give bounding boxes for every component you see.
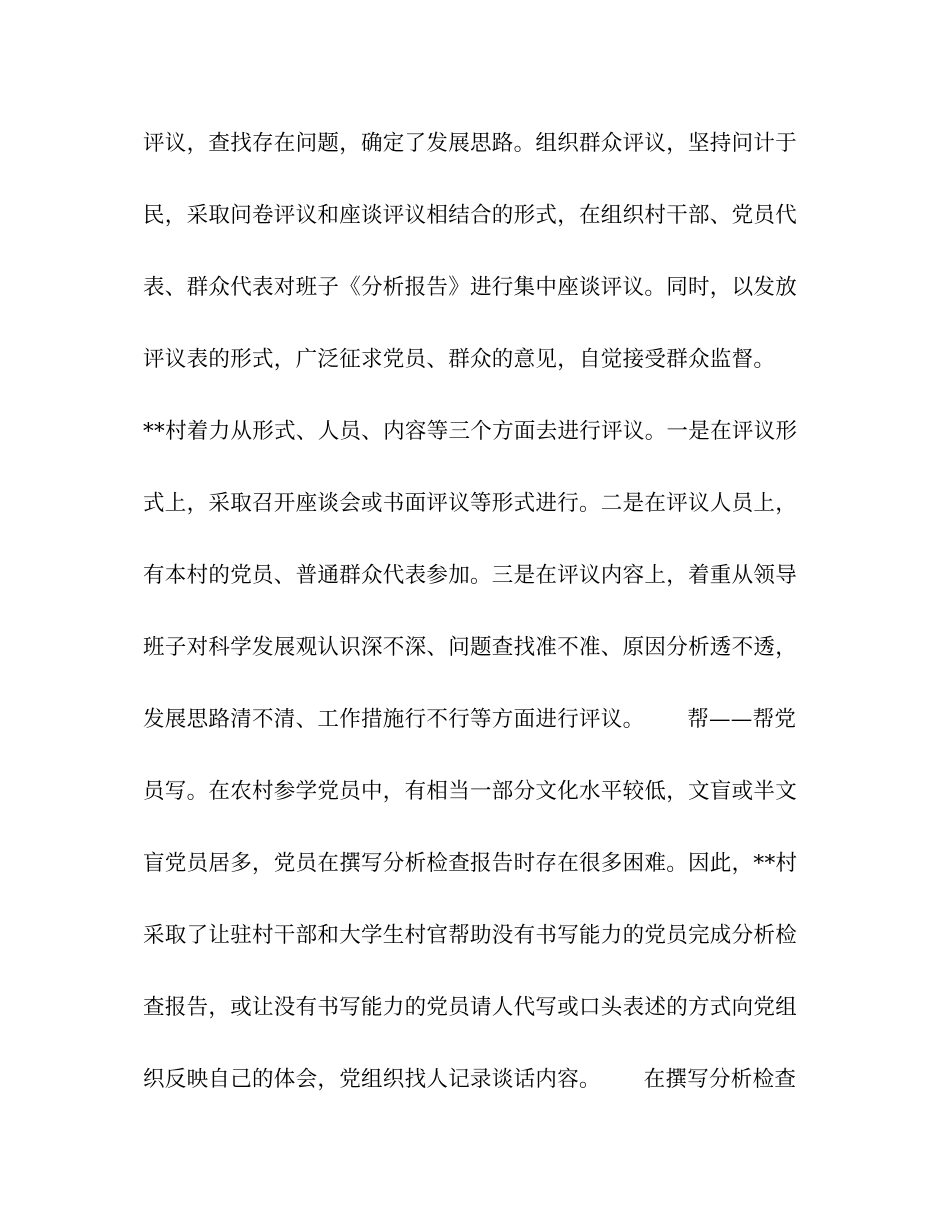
text-line-2: 民，采取问卷评议和座谈评议相结合的形式，在组织村干部、党员代 [143, 203, 798, 228]
text-line-3: 表、群众代表对班子《分析报告》进行集中座谈评议。同时，以发放 [143, 275, 798, 300]
text-line-4: 评议表的形式，广泛征求党员、群众的意见，自觉接受群众监督。 [143, 347, 776, 372]
text-line-11: 盲党员居多，党员在撰写分析检查报告时存在很多困难。因此，**村 [143, 851, 798, 876]
text-line-5: **村着力从形式、人员、内容等三个方面去进行评议。一是在评议形 [143, 419, 798, 444]
text-line-9: 发展思路清不清、工作措施行不行等方面进行评议。 帮——帮党 [143, 707, 797, 732]
text-line-14: 织反映自己的体会，党组织找人记录谈话内容。 在撰写分析检查 [143, 1067, 797, 1092]
text-line-12: 采取了让驻村干部和大学生村官帮助没有书写能力的党员完成分析检 [143, 923, 798, 948]
text-line-13: 查报告，或让没有书写能力的党员请人代写或口头表述的方式向党组 [143, 995, 798, 1020]
text-line-1: 评议，查找存在问题，确定了发展思路。组织群众评议，坚持问计于 [143, 131, 798, 156]
text-line-10: 员写。在农村参学党员中，有相当一部分文化水平较低，文盲或半文 [143, 779, 798, 804]
text-line-6: 式上，采取召开座谈会或书面评议等形式进行。二是在评议人员上， [143, 491, 798, 516]
text-line-7: 有本村的党员、普通群众代表参加。三是在评议内容上，着重从领导 [143, 563, 798, 588]
text-line-8: 班子对科学发展观认识深不深、问题查找准不准、原因分析透不透， [143, 635, 798, 660]
